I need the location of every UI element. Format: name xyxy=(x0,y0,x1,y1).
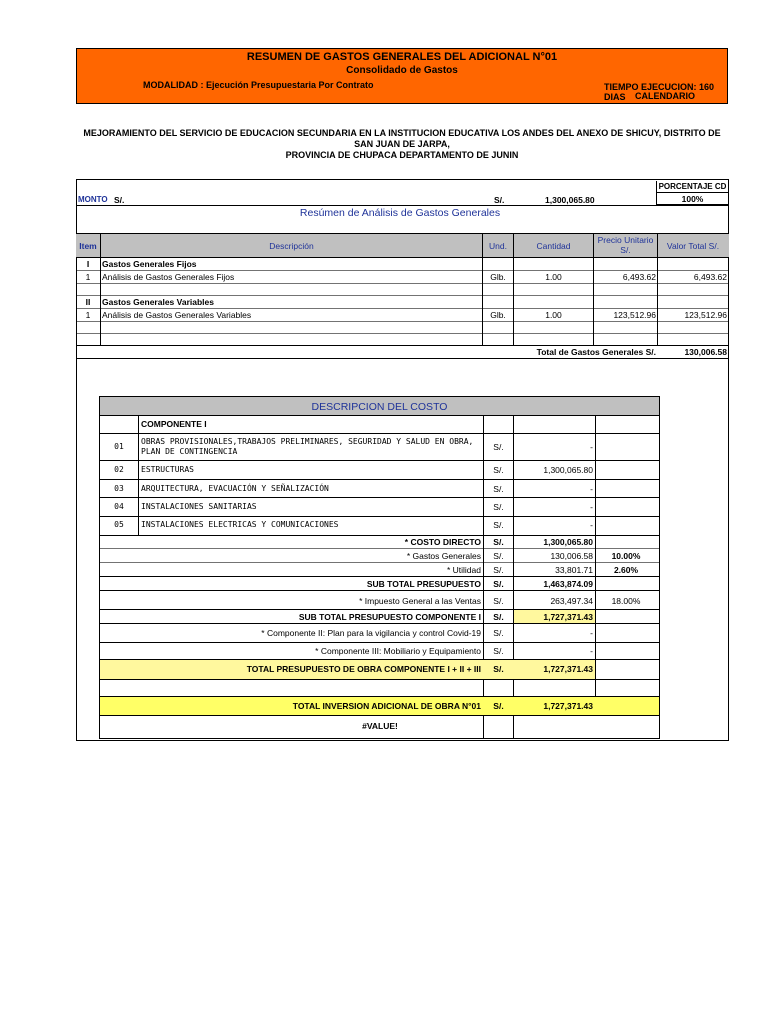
costo-item-cur: S/. xyxy=(493,465,504,475)
costo-item-desc-line: OBRAS PROVISIONALES,TRABAJOS PRELIMINARES, SEGURIDAD Y SALUD EN OBRA, xyxy=(141,437,474,446)
row-descripcion: Análisis de Gastos Generales Variables xyxy=(102,310,252,320)
row-item: 1 xyxy=(85,310,91,320)
col-precio-unitario-label: Precio Unitario S/. xyxy=(597,235,654,255)
project-line-2: PROVINCIA DE CHUPACA DEPARTAMENTO DE JUNIN xyxy=(285,150,519,160)
col-divider xyxy=(593,233,594,345)
gastos-generales-pct: 10.00% xyxy=(611,551,641,561)
costo-item-desc xyxy=(141,437,481,457)
igv-pct: 18.00% xyxy=(611,596,641,606)
section-code: II xyxy=(85,297,91,307)
col-precio-unitario xyxy=(594,235,657,255)
col-item: Item xyxy=(79,241,97,251)
costo-item-desc: ARQUITECTURA, EVACUACIÓN Y SEÑALIZACIÓN xyxy=(141,484,329,493)
costo-item-code: 04 xyxy=(114,502,124,511)
porcentaje-value: 100% xyxy=(656,193,728,205)
costo-item-val: - xyxy=(590,442,593,452)
gastos-generales-value: 130,006.58 xyxy=(550,551,593,561)
row-descripcion: Análisis de Gastos Generales Fijos xyxy=(102,272,235,282)
total-inversion-value: 1,727,371.43 xyxy=(543,701,593,711)
costo-item-val: 1,300,065.80 xyxy=(543,465,593,475)
costo-item-cur: S/. xyxy=(493,502,504,512)
summary-title: Resúmen de Análisis de Gastos Generales xyxy=(299,207,501,219)
report-title: RESUMEN DE GASTOS GENERALES DEL ADICIONAL N°01 xyxy=(246,51,558,63)
igv-cur: S/. xyxy=(493,596,504,606)
project-line-1: MEJORAMIENTO DEL SERVICIO DE EDUCACION SECUNDARIA EN LA INSTITUCION EDUCATIVA LOS ANDES DEL ANEXO DE SHICUY, DISTRITO DE SAN JUAN DE JARPA, xyxy=(83,128,721,149)
costo-item-code: 01 xyxy=(114,442,124,451)
componente-3-label: * Componente III: Mobiliario y Equipamiento xyxy=(315,646,481,656)
row-valor-total: 6,493.62 xyxy=(693,272,727,282)
total-inversion-cur: S/. xyxy=(493,701,504,711)
costo-item-val: - xyxy=(590,502,593,512)
utilidad-cur: S/. xyxy=(493,565,504,575)
componente-2-cur: S/. xyxy=(493,628,504,638)
row-item: 1 xyxy=(85,272,91,282)
sub-total-cur: S/. xyxy=(493,579,504,589)
componente-3-cur: S/. xyxy=(493,646,504,656)
sub-total-label: SUB TOTAL PRESUPUESTO xyxy=(366,579,481,589)
igv-label: * Impuesto General a las Ventas xyxy=(359,596,481,606)
col-divider xyxy=(482,233,483,345)
monto-currency-1: S/. xyxy=(114,195,125,205)
tiempo-ejecucion: TIEMPO EJECUCION: 160 DIAS xyxy=(604,82,715,102)
sub-total-c1-value: 1,727,371.43 xyxy=(543,612,593,622)
total-obra-label: TOTAL PRESUPUESTO DE OBRA COMPONENTE I + II + III xyxy=(246,664,481,674)
col-divider xyxy=(657,233,658,345)
monto-currency-2: S/. xyxy=(494,195,505,205)
total-inversion-label: TOTAL INVERSION ADICIONAL DE OBRA N°01 xyxy=(292,701,481,711)
error-value: #VALUE! xyxy=(362,721,398,731)
col-cantidad: Cantidad xyxy=(536,241,571,251)
row-valor-total: 123,512.96 xyxy=(684,310,727,320)
monto-value: 1,300,065.80 xyxy=(545,195,595,205)
componente-2-label: * Componente II: Plan para la vigilancia y control Covid-19 xyxy=(261,628,481,638)
divider xyxy=(76,205,729,206)
section-name: Gastos Generales Fijos xyxy=(102,259,197,269)
costo-item-code: 02 xyxy=(114,465,124,474)
total-obra-value: 1,727,371.43 xyxy=(543,664,593,674)
total-gastos-label: Total de Gastos Generales S/. xyxy=(536,347,656,357)
row-precio-unitario: 123,512.96 xyxy=(613,310,656,320)
utilidad-label: * Utilidad xyxy=(446,565,481,575)
col-und: Und. xyxy=(489,241,507,251)
costo-item-cur: S/. xyxy=(493,520,504,530)
costo-item-cur: S/. xyxy=(493,484,504,494)
costo-item-code: 05 xyxy=(114,520,124,529)
col-divider xyxy=(513,233,514,345)
row-precio-unitario: 6,493.62 xyxy=(622,272,656,282)
costo-directo-label: * COSTO DIRECTO xyxy=(404,537,481,547)
sub-total-c1-cur: S/. xyxy=(493,612,504,622)
sub-total-c1-label: SUB TOTAL PRESUPUESTO COMPONENTE I xyxy=(298,612,481,622)
report-subtitle: Consolidado de Gastos xyxy=(346,65,458,76)
costo-item-code: 03 xyxy=(114,484,124,493)
costo-item-desc: INSTALACIONES SANITARIAS xyxy=(141,502,257,511)
componente-3-value: - xyxy=(590,646,593,656)
section-name: Gastos Generales Variables xyxy=(102,297,214,307)
costo-item-desc: INSTALACIONES ELECTRICAS Y COMUNICACIONES xyxy=(141,520,339,529)
gastos-generales-cur: S/. xyxy=(493,551,504,561)
costo-title: DESCRIPCION DEL COSTO xyxy=(311,401,448,413)
utilidad-value: 33,801.71 xyxy=(555,565,593,575)
gastos-generales-label: * Gastos Generales xyxy=(406,551,481,561)
report-header xyxy=(76,48,728,104)
costo-directo-cur: S/. xyxy=(493,537,504,547)
col-descripcion: Descripción xyxy=(269,241,314,251)
calendario-text: CALENDARIO xyxy=(635,91,695,101)
costo-directo-value: 1,300,065.80 xyxy=(543,537,593,547)
porcentaje-label: PORCENTAJE CD xyxy=(656,181,728,193)
sub-total-value: 1,463,874.09 xyxy=(543,579,593,589)
modalidad-text: MODALIDAD : Ejecución Presupuestaria Por Contrato xyxy=(143,80,374,90)
costo-item-desc: ESTRUCTURAS xyxy=(141,465,194,474)
igv-value: 263,497.34 xyxy=(550,596,593,606)
utilidad-pct: 2.60% xyxy=(613,565,639,575)
monto-label: MONTO xyxy=(78,195,108,204)
section-code: I xyxy=(86,259,90,269)
row-cantidad: 1.00 xyxy=(545,272,562,282)
costo-item-val: - xyxy=(590,520,593,530)
row-und: Glb. xyxy=(490,310,506,320)
row-und: Glb. xyxy=(490,272,506,282)
row-cantidad: 1.00 xyxy=(545,310,562,320)
costo-item-val: - xyxy=(590,484,593,494)
col-valor-total: Valor Total S/. xyxy=(666,241,720,251)
project-description xyxy=(76,128,728,161)
componente-label: COMPONENTE I xyxy=(141,419,207,429)
componente-2-value: - xyxy=(590,628,593,638)
total-obra-cur: S/. xyxy=(493,664,504,674)
col-divider xyxy=(100,233,101,345)
total-gastos-value: 130,006.58 xyxy=(684,347,727,357)
costo-item-desc-line: PLAN DE CONTINGENCIA xyxy=(141,447,238,456)
costo-item-cur: S/. xyxy=(493,442,504,452)
